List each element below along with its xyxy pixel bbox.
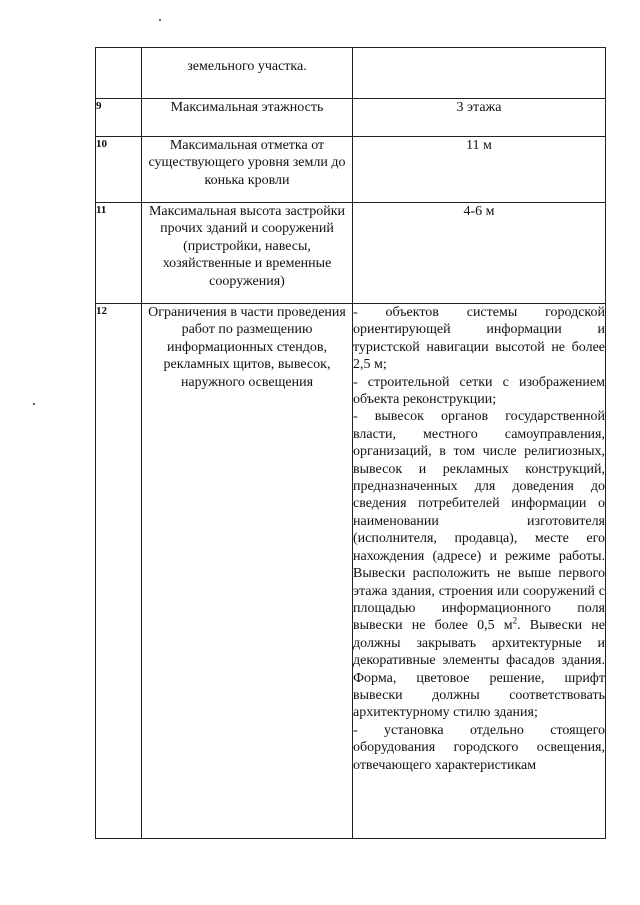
- value-paragraph-text: - вывесок органов государственной власти, местного самоуправления, организаций, в том числе религиозных, вывесок и рекламных конструкций, предназначенных для доведения до сведения потребителей информации о наименовании изготовителя (исполнителя, продавца), месте его нахождения (адресе) и режиме работы. Вывески расположить не выше первого этажа здания, строения или сооружений с площадью информационного поля вывески не более 0,5 м: [353, 409, 605, 634]
- table-row: [96, 203, 606, 304]
- parameter-value: [353, 304, 606, 839]
- row-number: 12: [96, 304, 142, 839]
- row-number: [96, 48, 142, 99]
- row-number: 9: [96, 99, 142, 137]
- parameter-name: Максимальная высота застройки прочих зданий и сооружений (пристройки, навесы, хозяйственные и временные сооружения): [142, 203, 353, 304]
- superscript: 2: [512, 615, 518, 626]
- table-row: [96, 137, 606, 203]
- value-paragraph: - строительной сетки с изображением объекта реконструкции;: [353, 374, 605, 408]
- parameter-value: 4-6 м: [353, 203, 606, 304]
- specification-table: [95, 47, 606, 839]
- parameter-value: 3 этажа: [353, 99, 606, 137]
- value-paragraph: [353, 408, 605, 721]
- row-number: 11: [96, 203, 142, 304]
- scan-speck: [159, 19, 161, 21]
- parameter-value: [353, 48, 606, 99]
- scan-speck: [33, 403, 35, 405]
- parameter-value: 11 м: [353, 137, 606, 203]
- parameter-name: Максимальная отметка от существующего уровня земли до конька кровли: [142, 137, 353, 203]
- parameter-name: Максимальная этажность: [142, 99, 353, 137]
- parameter-name: Ограничения в части проведения работ по размещению информационных стендов, рекламных щитов, вывесок, наружного освещения: [142, 304, 353, 839]
- row-number: 10: [96, 137, 142, 203]
- table-row: [96, 99, 606, 137]
- table-row: [96, 48, 606, 99]
- parameter-name: земельного участка.: [142, 48, 353, 99]
- table-row: [96, 304, 606, 839]
- value-paragraph: - установка отдельно стоящего оборудования городского освещения, отвечающего характеристикам: [353, 722, 605, 773]
- value-paragraph-tail: . Вывески не должны закрывать архитектурные и декоративные элементы фасадов здания. Форма, цветовое решение, шрифт вывески должны соответствовать архитектурному стилю здания;: [353, 618, 605, 721]
- value-paragraph: - объектов системы городской ориентирующей информации и туристской навигации высотой не более 2,5 м;: [353, 305, 605, 373]
